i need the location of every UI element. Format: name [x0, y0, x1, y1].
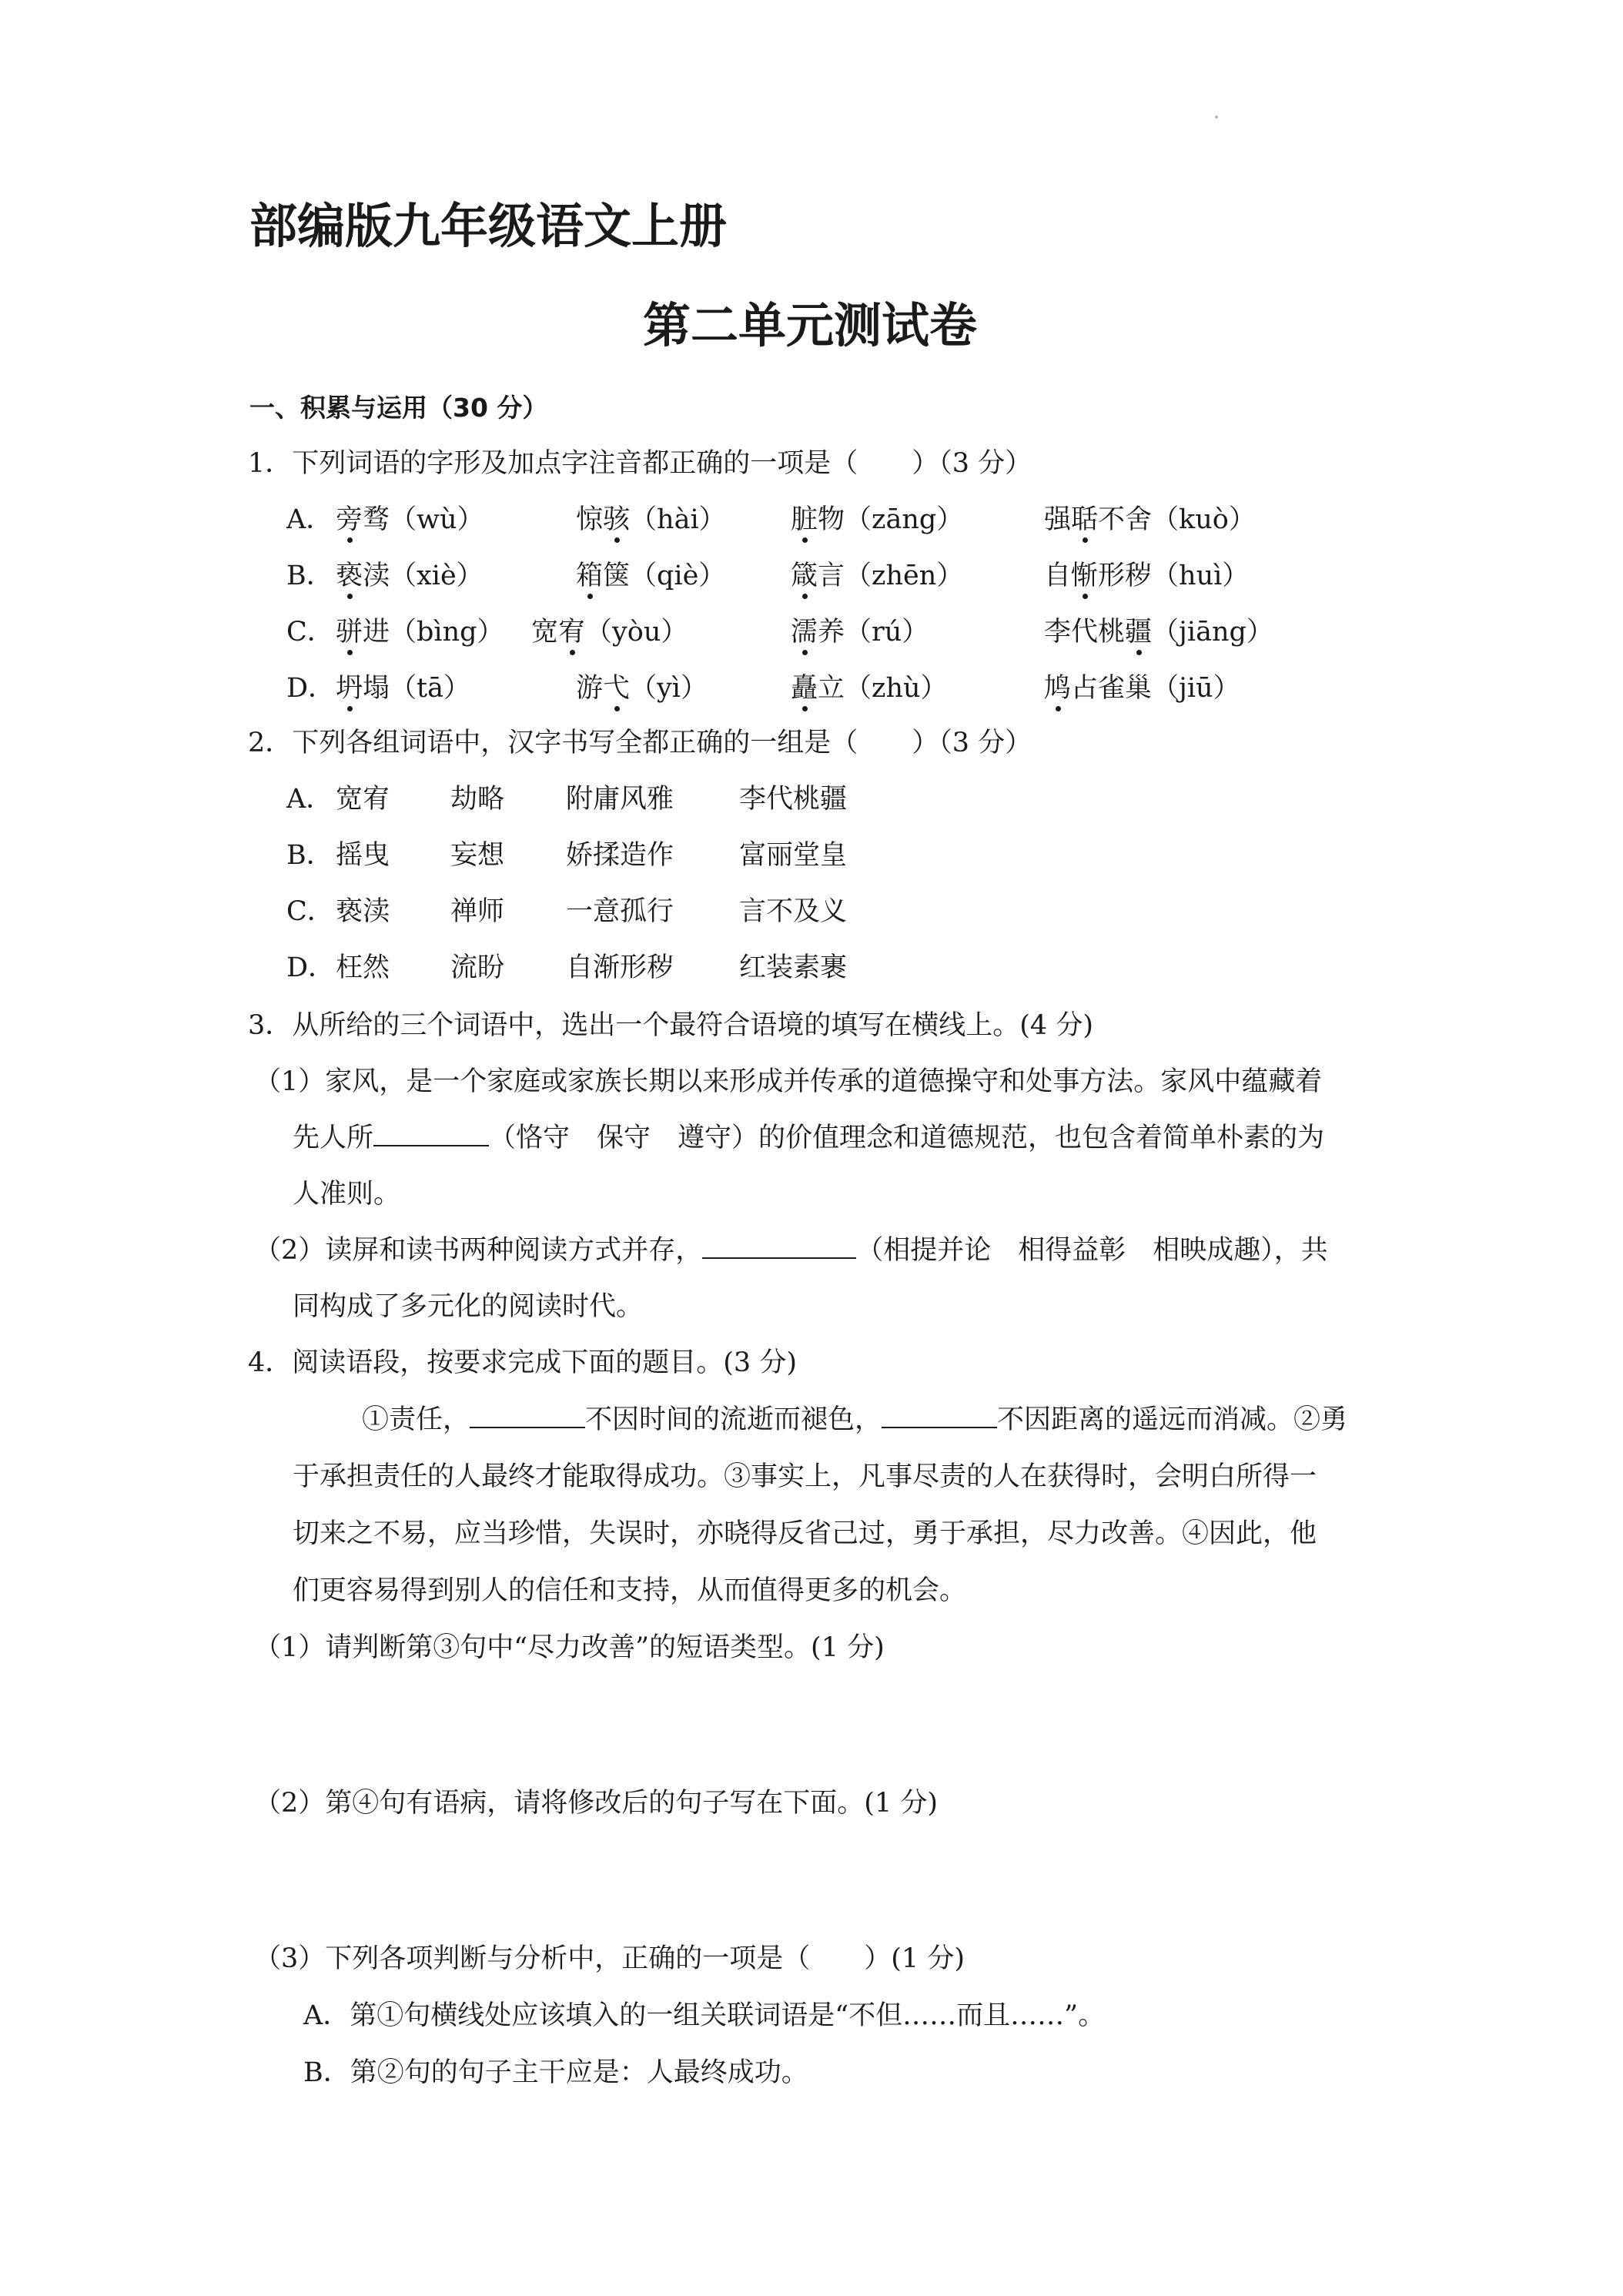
word-prefix: 李代桃	[1044, 617, 1126, 648]
q4-option-b: B．第②句的句子主干应是：人最终成功。	[303, 2057, 808, 2088]
q1-option-word	[531, 615, 688, 649]
q1-option-word	[791, 615, 929, 649]
dotted-character: 濡	[791, 617, 818, 648]
q2-option-label: D．	[286, 952, 336, 983]
q1-option-label: D．	[286, 673, 336, 704]
word-prefix: 宽	[531, 617, 559, 648]
q1-option-word	[791, 503, 963, 537]
q1-option-word	[336, 559, 484, 593]
word-suffix-pinyin: （yòu）	[585, 617, 688, 648]
q2-option-word: 宽宥	[336, 784, 390, 815]
q1-option-word	[1044, 671, 1240, 705]
word-suffix-pinyin: （hài）	[630, 504, 726, 535]
q1-option-label: B．	[286, 561, 333, 591]
q4-passage-line3: 切来之不易，应当珍惜，失误时，亦晓得反省己过，勇于承担，尽力改善。④因此，他	[293, 1518, 1317, 1549]
word-suffix-pinyin: 言（zhēn）	[818, 561, 964, 591]
q4-sub2: （2）第④句有语病，请将修改后的句子写在下面。(1 分)	[254, 1788, 938, 1819]
q4-blank-2[interactable]	[882, 1404, 997, 1428]
q1-option-label: A．	[286, 504, 333, 535]
word-prefix: 强	[1044, 504, 1072, 535]
q4-passage-b: 不因时间的流逝而褪色，	[585, 1404, 882, 1435]
q3-p2-text-a: （2）读屏和读书两种阅读方式并存，	[254, 1235, 703, 1266]
q2-option-word: 妄想	[450, 840, 505, 871]
word-suffix-pinyin: 形秽（huì）	[1098, 561, 1250, 591]
word-suffix-pinyin: 进（bìng）	[363, 617, 504, 648]
dotted-character: 骇	[603, 504, 631, 535]
q3-p1-line2	[293, 1121, 1324, 1155]
dotted-character: 箴	[791, 561, 818, 591]
q1-option-word	[336, 503, 484, 537]
q3-p1-line3: 人准则。	[293, 1179, 401, 1210]
word-prefix: 游	[576, 673, 604, 704]
q4-passage-c: 不因距离的遥远而消减。②勇	[997, 1404, 1348, 1435]
dotted-character: 旁	[336, 504, 363, 535]
q2-option-word: 一意孤行	[566, 896, 674, 927]
dotted-character: 亵	[336, 561, 363, 591]
q3-p1-text-b: （恪守 保守 遵守）的价值理念和道德规范，也包含着简单朴素的为	[489, 1123, 1325, 1153]
q4-sub1: （1）请判断第③句中“尽力改善”的短语类型。(1 分)	[254, 1632, 885, 1663]
q2-option-word: 摇曳	[336, 840, 390, 871]
q4-passage-a: ①责任，	[362, 1404, 470, 1435]
word-prefix: 惊	[576, 504, 604, 535]
q1-option-word	[576, 671, 708, 705]
q2-option-label: B．	[286, 840, 333, 871]
dotted-character: 聒	[1071, 504, 1099, 535]
word-suffix-pinyin: 骛（wù）	[363, 504, 484, 535]
q1-option-word	[1044, 559, 1249, 593]
word-suffix-pinyin: 立（zhù）	[818, 673, 948, 704]
word-prefix: 自	[1044, 561, 1072, 591]
q1-option-word	[336, 615, 504, 649]
q2-option-word: 附庸风雅	[566, 784, 674, 815]
q1-option-word	[1044, 615, 1273, 649]
q2-option-word: 亵渎	[336, 896, 390, 927]
q4-option-a: A．第①句横线处应该填入的一组关联词语是“不但……而且……”。	[303, 2000, 1106, 2031]
q2-option-word: 劫略	[450, 784, 505, 815]
q2-option-word: 李代桃疆	[739, 784, 848, 815]
dotted-character: 坍	[336, 673, 363, 704]
dotted-character: 惭	[1071, 561, 1099, 591]
q4-stem: 4．阅读语段，按要求完成下面的题目。(3 分)	[248, 1347, 797, 1378]
word-suffix-pinyin: 养（rú）	[818, 617, 929, 648]
q2-option-word: 红装素裹	[739, 952, 848, 983]
dotted-character: 弋	[603, 673, 631, 704]
q1-option-word	[576, 503, 726, 537]
q4-passage-line2: 于承担责任的人最终才能取得成功。③事实上，凡事尽责的人在获得时，会明白所得一	[293, 1461, 1317, 1492]
q3-p2-line2: 同构成了多元化的阅读时代。	[293, 1291, 644, 1322]
q1-option-word	[336, 671, 470, 705]
word-suffix-pinyin: 箧（qiè）	[603, 561, 726, 591]
q2-option-word: 富丽堂皇	[739, 840, 848, 871]
q2-option-label: C．	[286, 896, 334, 927]
q2-option-word: 禅师	[450, 896, 505, 927]
section-heading: 一、积累与运用（30 分）	[249, 393, 548, 423]
q4-passage-line4: 们更容易得到别人的信任和支持，从而值得更多的机会。	[293, 1575, 967, 1606]
q4-blank-1[interactable]	[470, 1404, 585, 1428]
q2-option-word: 娇揉造作	[566, 840, 674, 871]
q2-option-word: 言不及义	[739, 896, 848, 927]
scan-speck	[1215, 115, 1218, 119]
word-suffix-pinyin: 物（zāng）	[818, 504, 964, 535]
word-suffix-pinyin: 不舍（kuò）	[1098, 504, 1256, 535]
q2-stem: 2．下列各组词语中，汉字书写全都正确的一组是（ ）（3 分）	[248, 728, 1032, 758]
dotted-character: 鸠	[1044, 673, 1072, 704]
doc-subtitle: 第二单元测试卷	[643, 297, 978, 353]
q3-blank-2[interactable]	[702, 1234, 856, 1259]
dotted-character: 宥	[558, 617, 586, 648]
q1-option-word	[791, 671, 948, 705]
word-suffix-pinyin: 占雀巢（jiū）	[1071, 673, 1240, 704]
q1-option-word	[576, 559, 725, 593]
q2-option-label: A．	[286, 784, 333, 815]
q3-stem: 3．从所给的三个词语中，选出一个最符合语境的填写在横线上。(4 分)	[248, 1010, 1093, 1041]
dotted-character: 脏	[791, 504, 818, 535]
word-suffix-pinyin: 塌（tā）	[363, 673, 470, 704]
q2-option-word: 自渐形秽	[566, 952, 674, 983]
dotted-character: 矗	[791, 673, 818, 704]
doc-title: 部编版九年级语文上册	[249, 198, 728, 254]
q2-option-word: 枉然	[336, 952, 390, 983]
q3-p2-line1	[254, 1233, 1328, 1267]
q4-sub3: （3）下列各项判断与分析中，正确的一项是（ ）(1 分)	[254, 1943, 965, 1974]
word-suffix-pinyin: （jiāng）	[1152, 617, 1273, 648]
q2-option-word: 流盼	[450, 952, 505, 983]
word-suffix-pinyin: 渎（xiè）	[363, 561, 484, 591]
q1-option-word	[791, 559, 963, 593]
word-suffix-pinyin: （yì）	[630, 673, 708, 704]
q3-p1-line1: （1）家风，是一个家庭或家族长期以来形成并传承的道德操守和处事方法。家风中蕴藏着	[254, 1066, 1323, 1097]
q1-option-label: C．	[286, 617, 334, 648]
q3-p2-text-b: （相提并论 相得益彰 相映成趣），共	[856, 1235, 1328, 1266]
dotted-character: 骈	[336, 617, 363, 648]
dotted-character: 疆	[1125, 617, 1153, 648]
q1-stem: 1．下列词语的字形及加点字注音都正确的一项是（ ）（3 分）	[248, 448, 1032, 479]
dotted-character: 箱	[576, 561, 604, 591]
q4-passage-line1	[362, 1403, 1347, 1437]
q3-blank-1[interactable]	[373, 1122, 489, 1146]
q1-option-word	[1044, 503, 1256, 537]
q3-p1-text-a: 先人所	[293, 1123, 374, 1153]
